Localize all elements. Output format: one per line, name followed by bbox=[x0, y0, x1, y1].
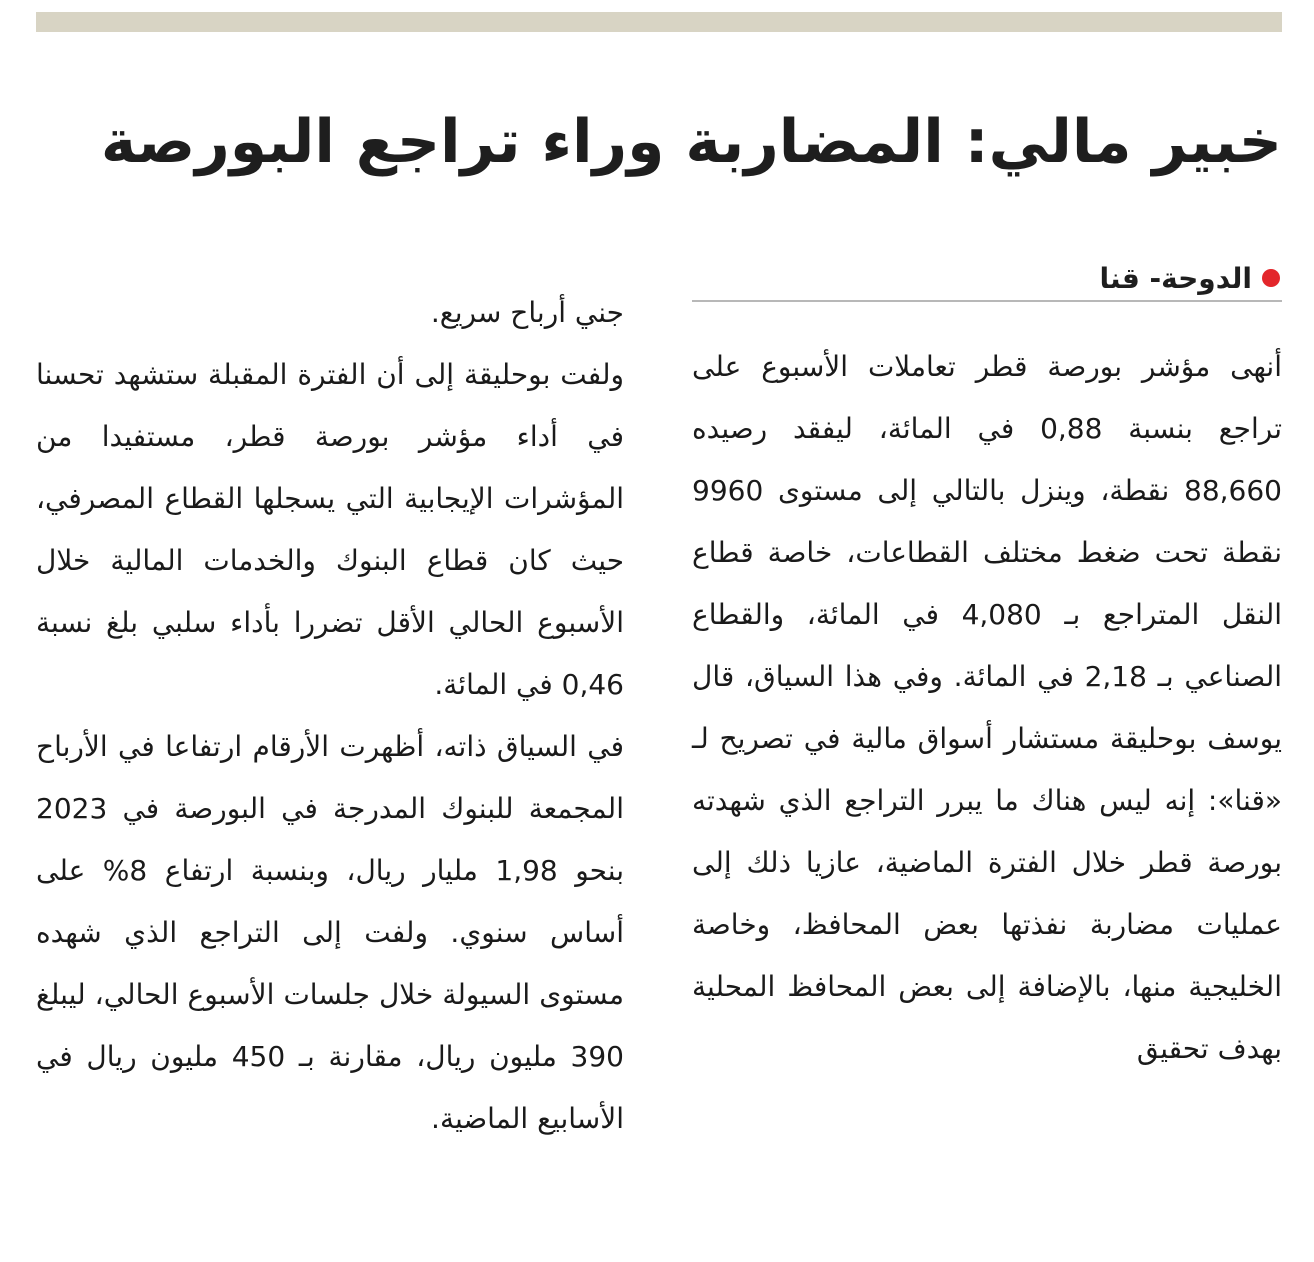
left-column-paragraph-3: في السياق ذاته، أظهرت الأرقام ارتفاعا في الأرباح المجمعة للبنوك المدرجة في البورصة في 2023 بنحو 1,98 مليار ريال، وبنسبة ارتفاع 8% على أساس سنوي. ولفت إلى التراجع الذي شهده مستوى السيولة خلال جلسات الأسبوع الحالي، ليبلغ 390 مليون ريال، مقارنة بـ 450 مليون ريال في الأسابيع الماضية. bbox=[36, 730, 625, 1135]
right-column bbox=[692, 256, 1283, 1065]
top-rule bbox=[36, 12, 1282, 32]
left-column bbox=[36, 282, 624, 1150]
left-column-paragraph-1: جني أرباح سريع. bbox=[430, 296, 624, 329]
headline: خبير مالي: المضاربة وراء تراجع البورصة bbox=[100, 107, 1282, 177]
dateline bbox=[692, 256, 1282, 302]
dateline-dot-icon bbox=[1262, 269, 1280, 287]
dateline-text: الدوحة- قنا bbox=[1099, 261, 1252, 295]
left-column-paragraph-2: ولفت بوحليقة إلى أن الفترة المقبلة ستشهد تحسنا في أداء مؤشر بورصة قطر، مستفيدا من المؤشرات الإيجابية التي يسجلها القطاع المصرفي، حيث كان قطاع البنوك والخدمات المالية خلال الأسبوع الحالي الأقل تضررا بأداء سلبي بلغ نسبة 0,46 في المائة. bbox=[36, 358, 624, 701]
right-column-body: أنهى مؤشر بورصة قطر تعاملات الأسبوع على تراجع بنسبة 0,88 في المائة، ليفقد رصيده 88,660 نقطة، وينزل بالتالي إلى مستوى 9960 نقطة تحت ضغط مختلف القطاعات، خاصة قطاع النقل المتراجع بـ 4,080 في المائة، والقطاع الصناعي بـ 2,18 في المائة. وفي هذا السياق، قال يوسف بوحليقة مستشار أسواق مالية في تصريح لـ «قنا»: إنه ليس هناك ما يبرر التراجع الذي شهدته بورصة قطر خلال الفترة الماضية، عازيا ذلك إلى عمليات مضاربة نفذتها بعض المحافظ، وخاصة الخليجية منها، بالإضافة إلى بعض المحافظ المحلية بهدف تحقيق bbox=[692, 350, 1283, 1065]
